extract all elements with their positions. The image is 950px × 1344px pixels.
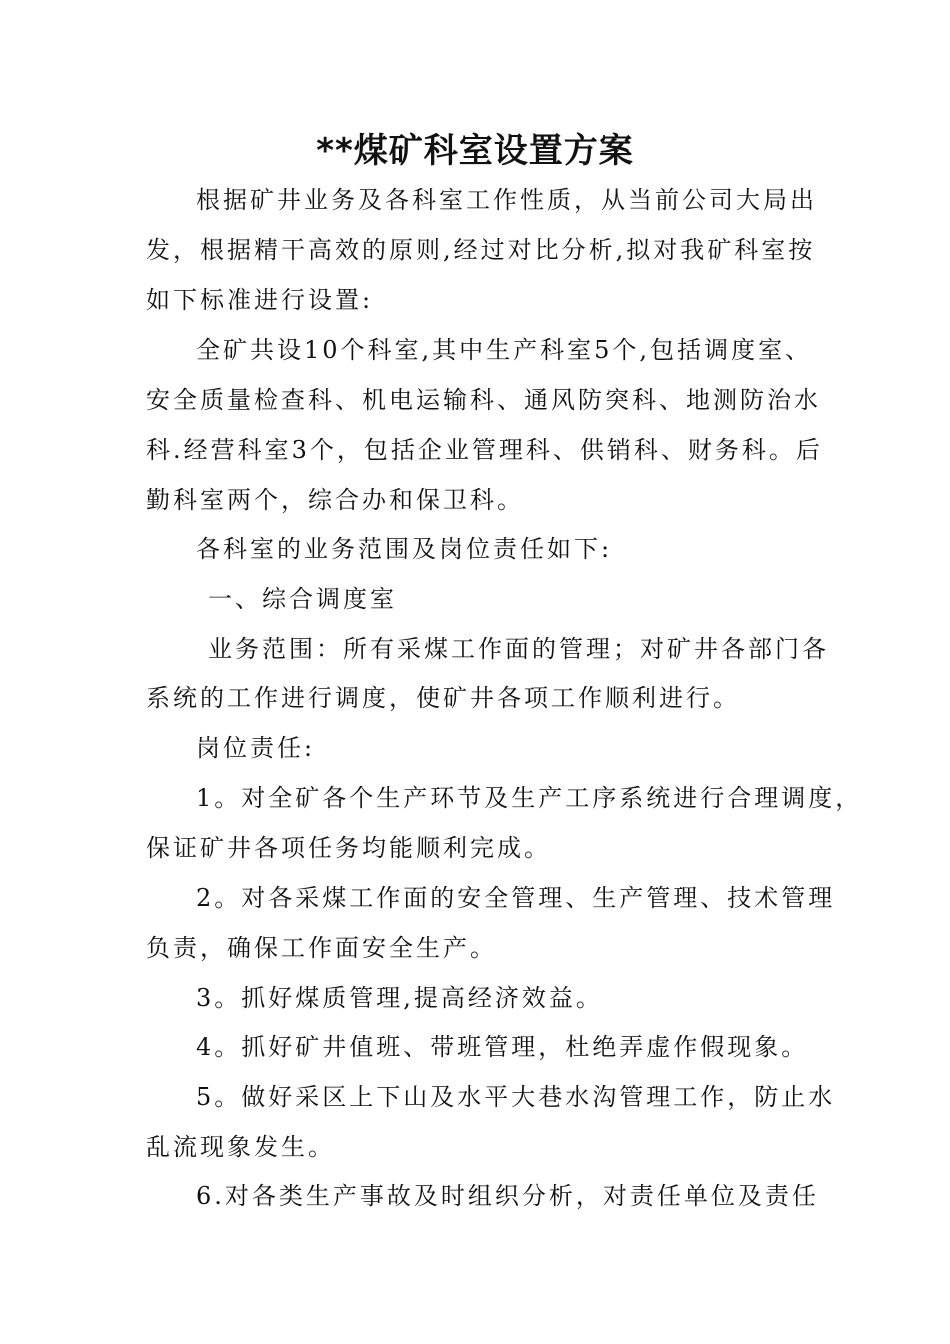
list-item-line: 6.对各类生产事故及时组织分析，对责任单位及责任 [196, 1182, 819, 1210]
paragraph-line: 如下标准进行设置: [146, 286, 374, 314]
paragraph-line: 业务范围：所有采煤工作面的管理；对矿井各部门各 [208, 635, 829, 663]
paragraph-line: 安全质量检查科、机电运输科、通风防突科、地测防治水 [146, 386, 821, 414]
paragraph-line: 勤科室两个，综合办和保卫科。 [146, 486, 524, 514]
list-item-line: 5。做好采区上下山及水平大巷水沟管理工作，防止水 [196, 1083, 836, 1111]
list-item-line: 1。对全矿各个生产环节及生产工序系统进行合理调度， [196, 784, 863, 812]
list-item-line: 保证矿井各项任务均能顺利完成。 [146, 834, 551, 862]
subsection-heading: 岗位责任: [196, 734, 316, 762]
list-item-line: 4。抓好矿井值班、带班管理，杜绝弄虚作假现象。 [196, 1033, 809, 1061]
list-item-line: 乱流现象发生。 [146, 1133, 335, 1161]
list-item-line: 负责，确保工作面安全生产。 [146, 934, 497, 962]
paragraph-line: 系统的工作进行调度，使矿井各项工作顺利进行。 [146, 684, 740, 712]
list-item-line: 3。抓好煤质管理,提高经济效益。 [196, 984, 603, 1012]
paragraph-line: 各科室的业务范围及岗位责任如下: [196, 535, 613, 563]
section-heading: 一、综合调度室 [208, 585, 397, 613]
paragraph-line: 发，根据精干高效的原则,经过对比分析,拟对我矿科室按 [146, 236, 816, 264]
paragraph-line: 科.经营科室3个，包括企业管理科、供销科、财务科。后 [146, 436, 823, 464]
list-item-line: 2。对各采煤工作面的安全管理、生产管理、技术管理 [196, 884, 836, 912]
paragraph-line: 全矿共设10个科室,其中生产科室5个,包括调度室、 [196, 336, 813, 364]
document-title: **煤矿科室设置方案 [316, 131, 634, 171]
paragraph-line: 根据矿井业务及各科室工作性质，从当前公司大局出 [196, 186, 817, 214]
